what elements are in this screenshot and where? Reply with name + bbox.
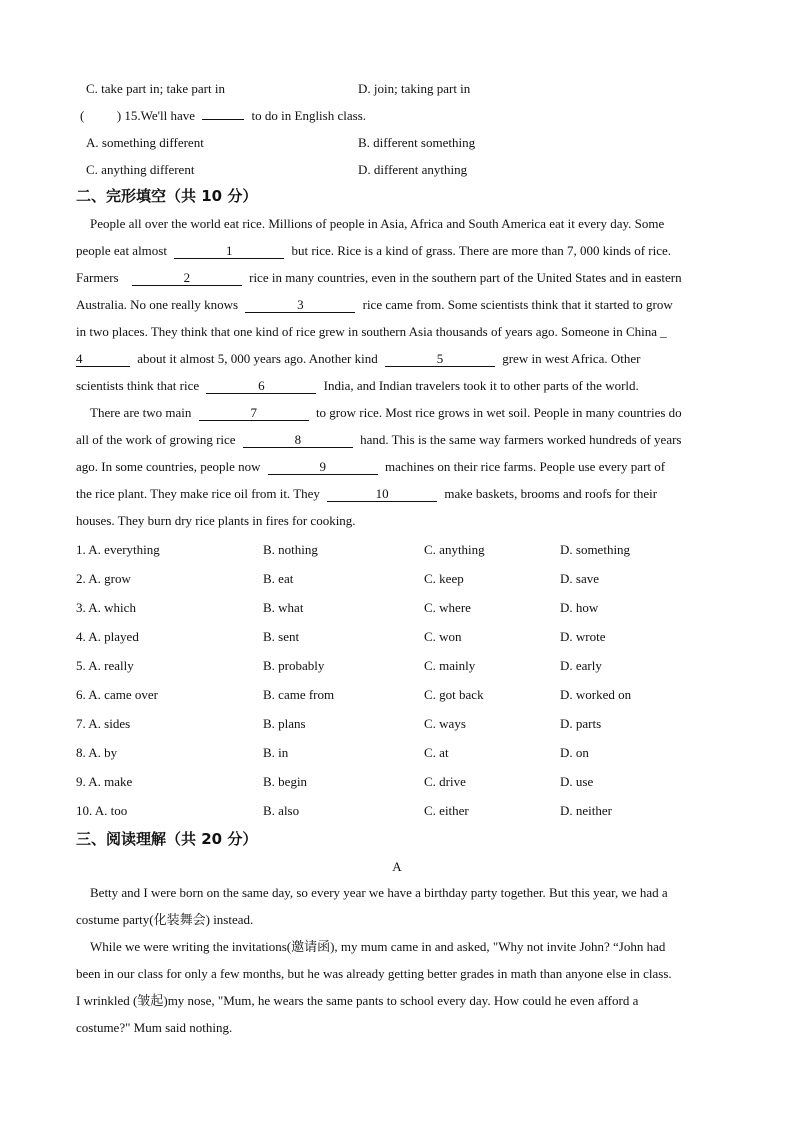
option-5d: D. early [560,658,602,673]
cloze-line-2 [76,242,671,260]
option-2d: D. save [560,571,599,586]
cloze-blank-4: 4 [76,352,130,367]
cloze-text: make baskets, brooms and roofs for their [441,486,658,501]
cloze-text: about it almost 5, 000 years ago. Another kind [134,351,381,366]
reading-line-5: I wrinkled (皱起)my nose, "Mum, he wears the same pants to school every day. How could he even afford a [76,993,639,1008]
cloze-line-1 [90,215,664,233]
option-5b: B. probably [263,658,325,673]
cloze-text: rice came from. Some scientists think that it started to grow [359,297,673,312]
option-1b: B. nothing [263,542,318,557]
reading-line-1: Betty and I were born on the same day, so every year we have a birthday party together. But this year, we had a [90,885,668,900]
cloze-line-8 [90,404,682,422]
cloze-line-12 [76,512,356,530]
cloze-line-7 [76,377,639,395]
option-2a: 2. A. grow [76,571,131,586]
option-7a: 7. A. sides [76,716,131,731]
reading-line-6: costume?" Mum said nothing. [76,1020,233,1035]
cloze-text: the rice plant. They make rice oil from it. They [76,486,324,501]
option-6a: 6. A. came over [76,687,158,702]
option-8b: B. in [263,745,289,760]
cloze-text: ago. In some countries, people now [76,459,264,474]
q15-option-c: C. anything different [86,162,195,177]
option-4b: B. sent [263,629,300,644]
option-8d: D. on [560,745,589,760]
cloze-text: People all over the world eat rice. Millions of people in Asia, Africa and South America eat it every day. Some [90,216,665,231]
option-9c: C. drive [424,774,466,789]
cloze-text: people eat almost [76,243,171,258]
cloze-text: India, and Indian travelers took it to other parts of the world. [320,378,639,393]
option-10c: C. either [424,803,469,818]
cloze-line-9 [76,431,681,449]
option-8c: C. at [424,745,449,760]
cloze-blank-3: 3 [245,298,355,313]
cloze-text: grew in west Africa. Other [498,351,641,366]
cloze-text: Farmers [76,270,122,285]
q15-option-a: A. something different [86,135,204,150]
option-2b: B. eat [263,571,294,586]
option-6b: B. came from [263,687,335,702]
cloze-line-10 [76,458,665,476]
cloze-line-4 [76,296,673,314]
cloze-text: in two places. They think that one kind of rice grew in southern Asia thousands of years ago. Someone in China _ [76,324,667,339]
option-10b: B. also [263,803,300,818]
option-10a: 10. A. too [76,803,128,818]
option-9b: B. begin [263,774,308,789]
q15-stem [80,107,366,125]
option-4a: 4. A. played [76,629,139,644]
cloze-heading: 二、完形填空（共 10 分） [76,187,258,205]
option-3b: B. what [263,600,304,615]
option-4d: D. wrote [560,629,606,644]
answer-paren: ( ) [80,108,122,123]
passage-label: A [392,859,402,874]
option-4c: C. won [424,629,462,644]
option-7d: D. parts [560,716,602,731]
q15-option-b: B. different something [358,135,476,150]
option-2c: C. keep [424,571,464,586]
q15-stem-before: 15.We'll have [124,108,199,123]
cloze-blank-8: 8 [243,433,353,448]
option-7b: B. plans [263,716,306,731]
option-1d: D. something [560,542,631,557]
reading-heading: 三、阅读理解（共 20 分） [76,830,258,848]
cloze-text: but rice. Rice is a kind of grass. There are more than 7, 000 kinds of rice. [288,243,672,258]
reading-line-2: costume party(化装舞会) instead. [76,912,254,927]
cloze-blank-2: 2 [132,271,242,286]
cloze-line-5 [76,323,667,341]
option-1c: C. anything [424,542,485,557]
cloze-text: machines on their rice farms. People use every part of [381,459,666,474]
option-9a: 9. A. make [76,774,133,789]
q15-stem-after: to do in English class. [248,108,366,123]
option-10d: D. neither [560,803,612,818]
cloze-text: hand. This is the same way farmers worked hundreds of years [356,432,682,447]
cloze-blank-10: 10 [327,487,437,502]
cloze-line-11 [76,485,657,503]
cloze-line-3 [76,269,682,287]
reading-line-3: While we were writing the invitations(邀请函), my mum came in and asked, "Why not invite John? “John had [90,939,666,954]
reading-line-4: been in our class for only a few months, but he was already getting better grades in math than anyone else in class. [76,966,672,981]
cloze-text: Australia. No one really knows [76,297,242,312]
cloze-blank-5: 5 [385,352,495,367]
cloze-line-6 [76,350,640,368]
cloze-blank-6: 6 [206,379,316,394]
option-1a: 1. A. everything [76,542,160,557]
option-6c: C. got back [424,687,484,702]
cloze-text: all of the work of growing rice [76,432,239,447]
option-8a: 8. A. by [76,745,118,760]
cloze-text: houses. They burn dry rice plants in fires for cooking. [76,513,356,528]
cloze-text: scientists think that rice [76,378,203,393]
option-6d: D. worked on [560,687,632,702]
cloze-text: to grow rice. Most rice grows in wet soil. People in many countries do [312,405,682,420]
q14-option-d: D. join; taking part in [358,81,471,96]
cloze-text: There are two main [90,405,195,420]
option-7c: C. ways [424,716,466,731]
cloze-blank-7: 7 [199,406,309,421]
q14-option-c: C. take part in; take part in [86,81,225,96]
q15-blank [202,119,244,120]
option-3d: D. how [560,600,599,615]
option-9d: D. use [560,774,594,789]
option-3a: 3. A. which [76,600,136,615]
cloze-blank-1: 1 [174,244,284,259]
q15-option-d: D. different anything [358,162,468,177]
option-3c: C. where [424,600,471,615]
option-5c: C. mainly [424,658,476,673]
cloze-text: rice in many countries, even in the southern part of the United States and in eastern [245,270,682,285]
option-5a: 5. A. really [76,658,134,673]
cloze-blank-9: 9 [268,460,378,475]
